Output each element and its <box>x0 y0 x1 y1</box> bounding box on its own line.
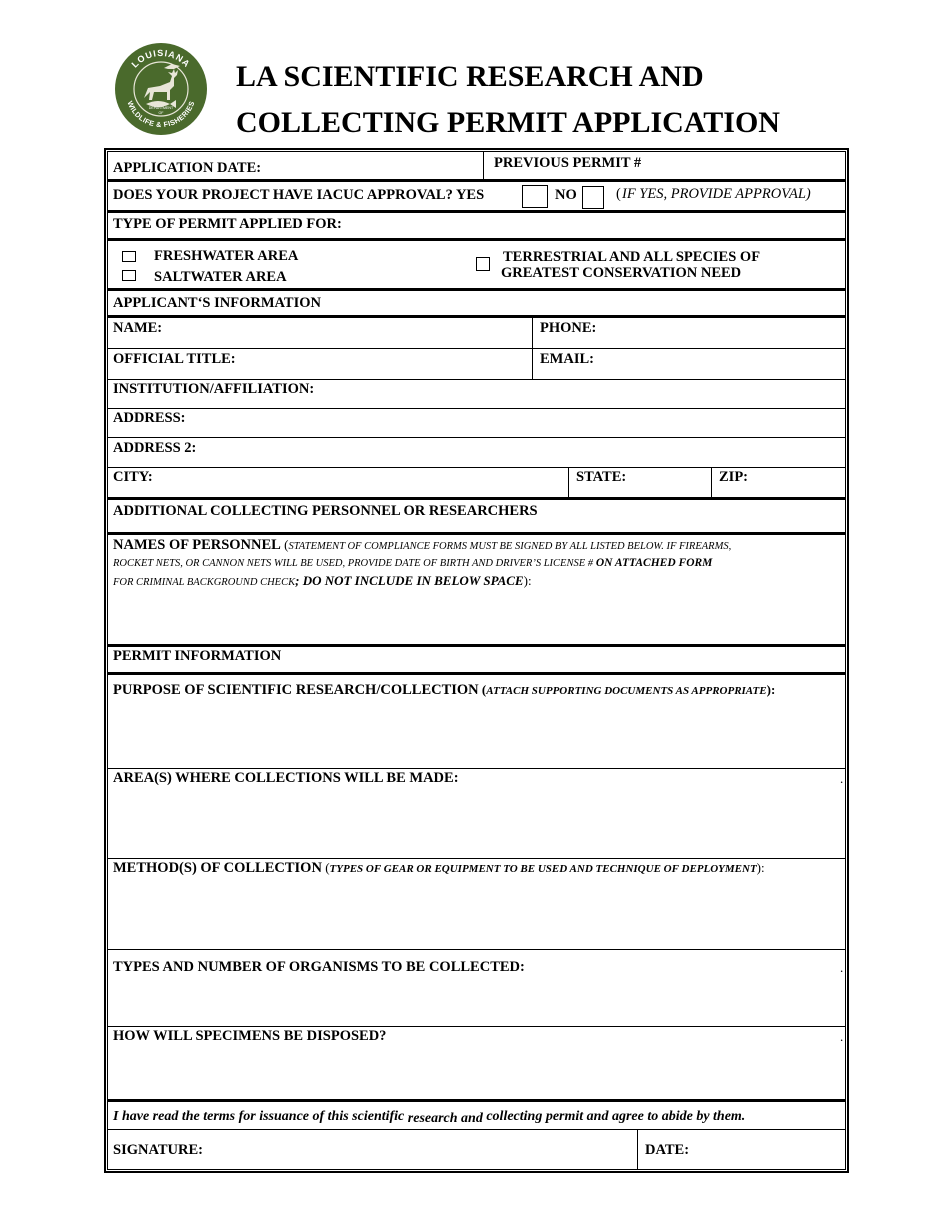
page-title <box>236 54 780 146</box>
application-date-input[interactable] <box>278 160 474 180</box>
address2-label: ADDRESS 2: <box>113 440 197 456</box>
personnel-note-bold1: ON ATTACHED FORM <box>593 557 713 569</box>
methods-open: ( <box>321 860 330 875</box>
terrestrial-label <box>503 249 760 281</box>
applicant-section-title: APPLICANT‘S INFORMATION <box>113 295 321 311</box>
agency-logo <box>114 42 208 136</box>
agreement-part2: research and <box>407 1111 483 1126</box>
disposal-textarea[interactable] <box>113 1050 841 1095</box>
wildlife-fisheries-seal-icon <box>114 42 208 136</box>
divider <box>107 288 846 291</box>
methods-label: METHOD(S) OF COLLECTION <box>113 860 322 876</box>
iacuc-no-checkbox[interactable] <box>582 186 604 209</box>
address-label: ADDRESS: <box>113 410 186 426</box>
previous-permit-label: PREVIOUS PERMIT # <box>494 155 642 171</box>
permit-info-section-title: PERMIT INFORMATION <box>113 648 282 664</box>
purpose-close: ): <box>766 682 776 697</box>
divider <box>107 315 846 318</box>
permit-type-label: TYPE OF PERMIT APPLIED FOR: <box>113 216 342 232</box>
personnel-note-part1: STATEMENT OF COMPLIANCE FORMS MUST BE SIGNED BY ALL LISTED BELOW. IF FIREARMS, <box>288 541 732 552</box>
divider <box>107 379 846 380</box>
methods-note: TYPES OF GEAR OR EQUIPMENT TO BE USED AND TECHNIQUE OF DEPLOYMENT <box>329 863 757 875</box>
divider <box>107 179 846 182</box>
signature-input[interactable] <box>218 1140 628 1162</box>
divider <box>107 497 846 500</box>
divider <box>568 467 569 499</box>
divider <box>107 644 846 647</box>
email-label: EMAIL: <box>540 351 594 367</box>
name-input[interactable] <box>170 320 525 340</box>
organisms-label: TYPES AND NUMBER OF ORGANISMS TO BE COLLECTED: <box>113 959 525 975</box>
date-input[interactable] <box>700 1140 840 1162</box>
iacuc-note-paren: ( <box>616 186 621 202</box>
personnel-note-bold2: ; DO NOT INCLUDE IN BELOW SPACE <box>295 573 524 588</box>
iacuc-yes-checkbox[interactable] <box>522 185 548 208</box>
areas-label: AREA(S) WHERE COLLECTIONS WILL BE MADE: <box>113 770 459 786</box>
email-input[interactable] <box>602 351 840 371</box>
agreement-part1: I have read the terms for issuance of this scientific <box>113 1109 408 1124</box>
divider <box>483 151 484 180</box>
personnel-note-close: ): <box>523 573 532 588</box>
address-input[interactable] <box>196 410 840 430</box>
city-label: CITY: <box>113 469 153 485</box>
divider <box>107 408 846 409</box>
purpose-textarea[interactable] <box>113 704 841 764</box>
terrestrial-line-1: TERRESTRIAL AND ALL SPECIES OF <box>503 249 761 265</box>
divider <box>637 1130 638 1170</box>
divider <box>107 532 846 535</box>
divider <box>107 1026 846 1027</box>
divider <box>107 348 846 349</box>
title-line-1: LA SCIENTIFIC RESEARCH AND <box>236 60 704 93</box>
methods-textarea[interactable] <box>113 884 841 944</box>
purpose-label: PURPOSE OF SCIENTIFIC RESEARCH/COLLECTION <box>113 682 479 698</box>
terrestrial-line-2: GREATEST CONSERVATION NEED <box>501 265 742 281</box>
disposal-trailing-dot: . <box>840 1029 844 1044</box>
personnel-instructions <box>113 536 841 591</box>
institution-input[interactable] <box>336 381 840 401</box>
phone-label: PHONE: <box>540 320 597 336</box>
divider <box>107 467 846 468</box>
methods-close: ): <box>756 860 765 875</box>
divider <box>107 437 846 438</box>
iacuc-note: IF YES, PROVIDE APPROVAL) <box>622 186 811 202</box>
logo-bottom-text: WILDLIFE & FISHERIES <box>125 99 197 130</box>
iacuc-question: DOES YOUR PROJECT HAVE IACUC APPROVAL? YES <box>113 187 485 203</box>
divider <box>107 1129 846 1130</box>
divider <box>107 949 846 950</box>
personnel-names-textarea[interactable] <box>113 592 841 640</box>
names-of-personnel-label: NAMES OF PERSONNEL <box>113 537 281 553</box>
logo-inner-line2: OF <box>158 111 164 115</box>
date-label: DATE: <box>645 1142 690 1158</box>
name-label: NAME: <box>113 320 163 336</box>
city-input[interactable] <box>160 469 560 489</box>
zip-label: ZIP: <box>719 469 748 485</box>
personnel-note-part3: FOR CRIMINAL BACKGROUND CHECK <box>113 577 296 588</box>
address2-input[interactable] <box>208 440 840 460</box>
disposal-label: HOW WILL SPECIMENS BE DISPOSED? <box>113 1028 387 1044</box>
title-line-2: COLLECTING PERMIT APPLICATION <box>236 106 780 139</box>
divider <box>107 238 846 241</box>
divider <box>107 1099 846 1102</box>
personnel-section-title: ADDITIONAL COLLECTING PERSONNEL OR RESEARCHERS <box>113 503 538 519</box>
state-input[interactable] <box>636 469 704 489</box>
freshwater-label: FRESHWATER AREA <box>154 248 299 264</box>
organisms-textarea[interactable] <box>113 982 841 1022</box>
organisms-trailing-dot: . <box>840 960 844 975</box>
state-label: STATE: <box>576 469 627 485</box>
personnel-note-part2: ROCKET NETS, OR CANNON NETS WILL BE USED, PROVIDE DATE OF BIRTH AND DRIVER’S LICENSE # <box>113 558 593 569</box>
areas-trailing-dot: . <box>840 771 844 786</box>
agreement-part3: collecting permit and agree to abide by them. <box>482 1109 746 1124</box>
purpose-note: ATTACH SUPPORTING DOCUMENTS AS APPROPRIATE <box>486 685 767 697</box>
freshwater-checkbox[interactable] <box>122 251 136 262</box>
previous-permit-input[interactable] <box>656 155 842 175</box>
personnel-note-open: ( <box>280 537 289 552</box>
phone-input[interactable] <box>604 320 840 340</box>
official-title-input[interactable] <box>250 351 525 371</box>
zip-input[interactable] <box>754 469 840 489</box>
purpose-open: ( <box>478 682 487 697</box>
areas-textarea[interactable] <box>113 792 841 854</box>
methods-heading <box>113 859 765 877</box>
terrestrial-checkbox[interactable] <box>476 257 490 271</box>
saltwater-label: SALTWATER AREA <box>154 269 287 285</box>
institution-label: INSTITUTION/AFFILIATION: <box>113 381 315 397</box>
agreement-statement <box>113 1109 745 1125</box>
official-title-label: OFFICIAL TITLE: <box>113 351 236 367</box>
divider <box>107 768 846 769</box>
application-date-label: APPLICATION DATE: <box>113 160 262 176</box>
purpose-heading <box>113 681 775 699</box>
signature-label: SIGNATURE: <box>113 1142 203 1158</box>
saltwater-checkbox[interactable] <box>122 270 136 281</box>
logo-inner-line1: DEPARTMENT <box>148 106 174 110</box>
divider <box>107 672 846 675</box>
divider <box>107 210 846 213</box>
logo-top-text: LOUISIANA <box>129 47 193 70</box>
divider <box>711 467 712 499</box>
iacuc-no-label: NO <box>555 187 577 203</box>
